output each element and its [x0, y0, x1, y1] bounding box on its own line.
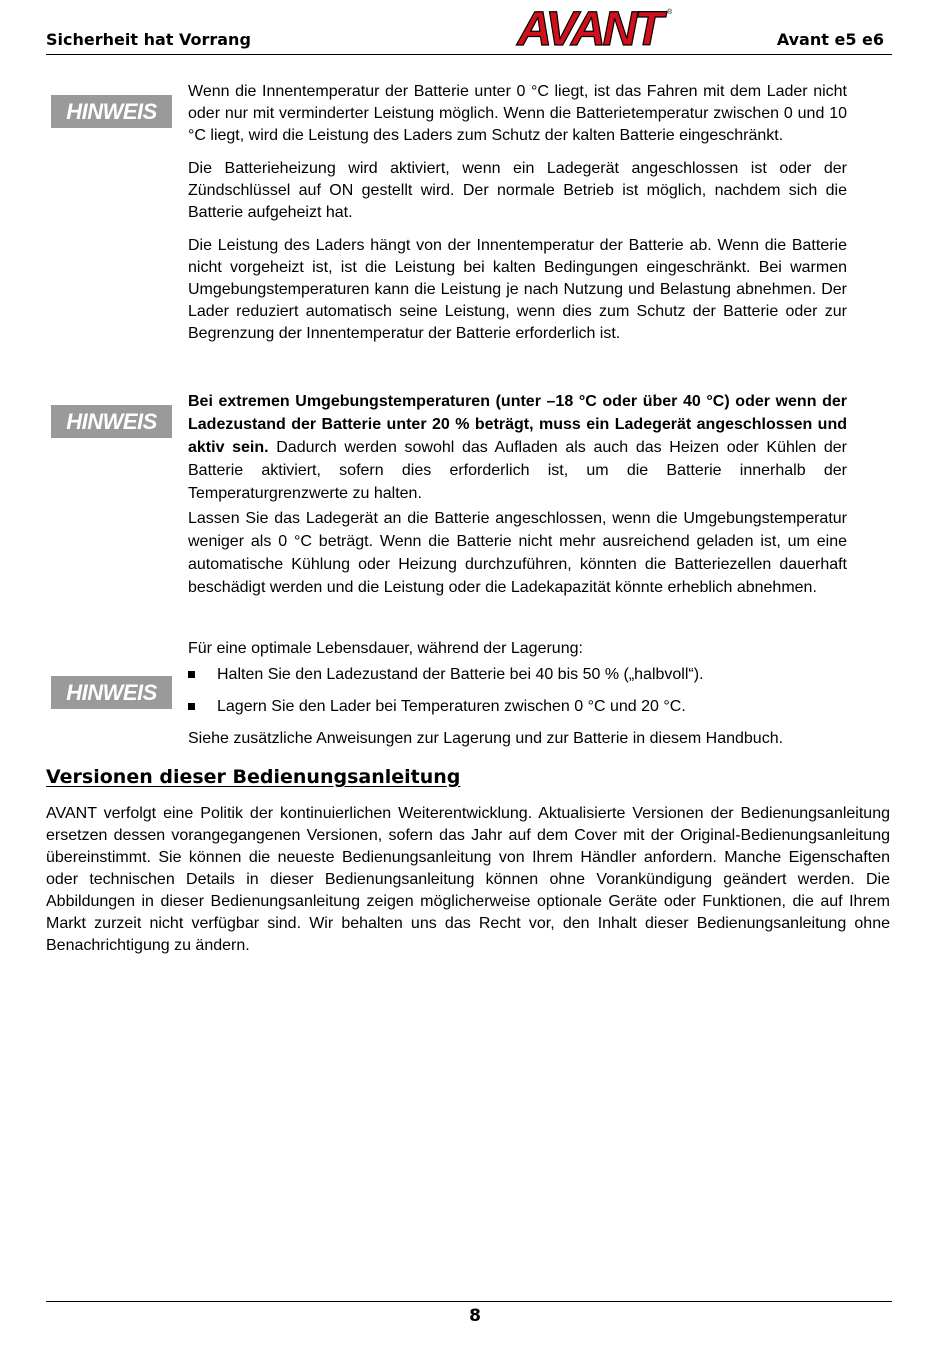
list-item: Lagern Sie den Lader bei Temperaturen zwischen 0 °C und 20 °C. [188, 696, 847, 718]
paragraph: Für eine optimale Lebensdauer, während der Lagerung: [188, 640, 583, 657]
hinweis-badge: HINWEIS [51, 676, 172, 709]
paragraph: Die Leistung des Laders hängt von der Innentemperatur der Batterie ab. Wenn die Batterie nicht vorgeheizt ist, ist die Leistung bei kalten Bedingungen eingeschränkt. Bei warmen Umgebungstemperaturen kann die Leistung je nach Nutzung und Belastung abnehmen. Der Lader reduziert automatisch seine Leistung, wenn dies zum Schutz der Batterie oder zur Begrenzung der Innentemperatur der Batterie erforderlich ist. [188, 237, 847, 342]
list-item: Halten Sie den Ladezustand der Batterie bei 40 bis 50 % („halbvoll“). [188, 664, 847, 686]
notice-block-extreme-temperatures [188, 390, 847, 599]
notice-block-temperature [188, 81, 847, 345]
logo-text: AVANT [517, 4, 661, 50]
hinweis-badge: HINWEIS [51, 95, 172, 128]
page-number: 8 [469, 1306, 481, 1326]
paragraph: Die Batterieheizung wird aktiviert, wenn ein Ladegerät angeschlossen ist oder der Zündschlüssel auf ON gestellt wird. Der normale Betrieb ist möglich, nachdem sich die Batterie aufgeheizt hat. [188, 160, 847, 221]
paragraph: Lassen Sie das Ladegerät an die Batterie angeschlossen, wenn die Umgebungstemperatur weniger als 0 °C beträgt. Wenn die Batterie nicht mehr ausreichend geladen ist, um eine automatische Kühlung oder Heizung durchzuführen, könnten die Batteriezellen dauerhaft beschädigt werden und die Leistung oder die Ladekapazität könnte erheblich abnehmen. [188, 510, 847, 596]
avant-logo [504, 4, 674, 50]
section-body [46, 803, 890, 957]
footer-rule [46, 1301, 892, 1302]
hinweis-badge: HINWEIS [51, 405, 172, 438]
paragraph-rest: Dadurch werden sowohl das Aufladen als auch das Heizen oder Kühlen der Batterie aktiviert, sofern dies erforderlich ist, um die Batterie innerhalb der Temperaturgrenzwerte zu halten. [188, 439, 848, 502]
header-section-title: Sicherheit hat Vorrang [46, 30, 251, 49]
paragraph [188, 390, 847, 505]
bold-warning: Bei extremen Umgebungstemperaturen (unter –18 °C oder über 40 °C) oder wenn der Ladezustand der Batterie unter 20 % beträgt, muss ein Ladegerät angeschlossen und aktiv sein. [188, 393, 847, 456]
notice-block-storage [188, 638, 847, 750]
paragraph: Siehe zusätzliche Anweisungen zur Lagerung und zur Batterie in diesem Handbuch. [188, 730, 784, 747]
section-heading: Versionen dieser Bedienungsanleitung [46, 766, 461, 788]
svg-text:®: ® [667, 9, 673, 16]
page-header [46, 0, 892, 55]
storage-list [188, 664, 847, 718]
paragraph: AVANT verfolgt eine Politik der kontinuierlichen Weiterentwicklung. Aktualisierte Versionen der Bedienungsanleitung ersetzen dessen vorangegangenen Versionen, sofern das Jahr auf dem Cover mit der Original-Bedienungsanleitung übereinstimmt. Sie können die neueste Bedienungsanleitung von Ihrem Händler anfordern. Manche Eigenschaften oder technischen Details in dieser Bedienungsanleitung können ohne Vorankündigung geändert werden. Die Abbildungen in dieser Bedienungsanleitung zeigen möglicherweise optionale Geräte oder Funktionen, die auf Ihrem Markt zurzeit nicht verfügbar sind. Wir behalten uns das Recht vor, den Inhalt dieser Bedienungsanleitung ohne Benachrichtigung zu ändern. [46, 805, 890, 954]
paragraph: Wenn die Innentemperatur der Batterie unter 0 °C liegt, ist das Fahren mit dem Lader nicht oder nur mit verminderter Leistung möglich. Wenn die Batterietemperatur zwischen 0 und 10 °C liegt, wird die Leistung des Laders zum Schutz der kalten Batterie eingeschränkt. [188, 83, 847, 144]
header-model: Avant e5 e6 [776, 30, 884, 49]
